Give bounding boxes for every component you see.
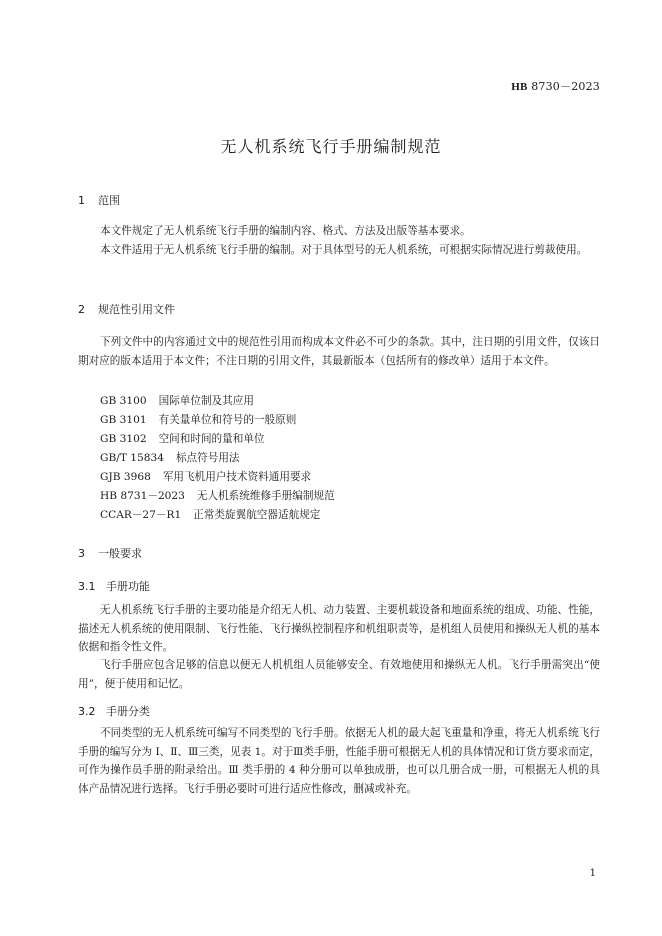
reference-code: HB 8731－2023: [100, 490, 185, 502]
subsection-title: 手册分类: [106, 705, 150, 718]
paragraph: 下列文件中的内容通过文中的规范性引用而构成本文件必不可少的条款。其中，注日期的引用文件，仅该日期对应的版本适用于本文件；不注日期的引用文件，其最新版本（包括所有的修改单）适用于本文件。: [78, 336, 600, 367]
section-number: 3: [78, 547, 85, 560]
subsection-3-1-heading: [78, 578, 150, 594]
reference-code: GB 3102: [100, 433, 147, 445]
reference-item: [100, 412, 296, 427]
section-title: 范围: [98, 194, 120, 207]
standard-prefix: HB: [511, 81, 528, 93]
standard-code: [511, 78, 600, 94]
section-title: 一般要求: [98, 547, 142, 560]
paragraph: 本文件适用于无人机系统飞行手册的编制。对于具体型号的无人机系统，可根据实际情况进行剪裁使用。: [100, 244, 588, 256]
subsection-3-2-heading: [78, 703, 150, 719]
reference-title: 无人机系统维修手册编制规范: [196, 490, 335, 502]
section-number: 2: [78, 303, 85, 316]
document-title: 无人机系统飞行手册编制规范: [220, 137, 442, 156]
section-number: 1: [78, 194, 85, 207]
paragraph: 飞行手册应包含足够的信息以便无人机机组人员能够安全、有效地使用和操纵无人机。飞行手册需突出“使用”，便于使用和记忆。: [78, 659, 600, 690]
reference-title: 空间和时间的量和单位: [158, 433, 265, 445]
section-3-heading: [78, 545, 142, 561]
reference-item: [100, 450, 240, 465]
reference-code: CCAR－27－R1: [100, 509, 182, 521]
reference-title: 有关量单位和符号的一般原则: [158, 414, 297, 426]
reference-code: GB 3101: [100, 414, 147, 426]
page-number: 1: [589, 868, 596, 879]
standard-number: 8730－2023: [531, 80, 600, 93]
reference-item: [100, 469, 311, 484]
section-1-heading: [78, 192, 120, 208]
paragraph: 本文件规定了无人机系统飞行手册的编制内容、格式、方法及出版等基本要求。: [100, 225, 471, 237]
reference-title: 军用飞机用户技术资料通用要求: [162, 471, 312, 483]
paragraph: 无人机系统飞行手册的主要功能是介绍无人机、动力装置、主要机载设备和地面系统的组成、功能、性能，描述无人机系统的使用限制、飞行性能、飞行操纵控制程序和机组职责等，是机组人员使用和操纵无人机的基本依据和指令性文件。: [78, 604, 600, 653]
subsection-number: 3.1: [78, 580, 96, 593]
reference-item: [100, 431, 265, 446]
reference-code: GB/T 15834: [100, 452, 164, 464]
section-2-heading: [78, 301, 175, 317]
section-title: 规范性引用文件: [98, 303, 175, 316]
paragraph: 不同类型的无人机系统可编写不同类型的飞行手册。依据无人机的最大起飞重量和净重，将无人机系统飞行手册的编写分为 Ⅰ、Ⅱ、Ⅲ三类，见表 1。对于Ⅲ类手册，性能手册可根据无人机的具体情况和订货方要求而定，可作为操作员手册的附录给出。Ⅲ 类手册的 4 种分册可以单独成册，也可以几册合成一册，可根据无人机的具体产品情况进行选择。飞行手册必要时可进行适应性修改，删减或补充。: [78, 727, 601, 795]
subsection-number: 3.2: [78, 705, 96, 718]
reference-title: 标点符号用法: [175, 452, 240, 464]
reference-code: GJB 3968: [100, 471, 151, 483]
reference-title: 国际单位制及其应用: [158, 395, 254, 407]
reference-item: [100, 393, 254, 408]
reference-item: [100, 488, 335, 503]
reference-title: 正常类旋翼航空器适航规定: [193, 509, 321, 521]
reference-item: [100, 507, 320, 522]
reference-code: GB 3100: [100, 395, 147, 407]
subsection-title: 手册功能: [106, 580, 150, 593]
